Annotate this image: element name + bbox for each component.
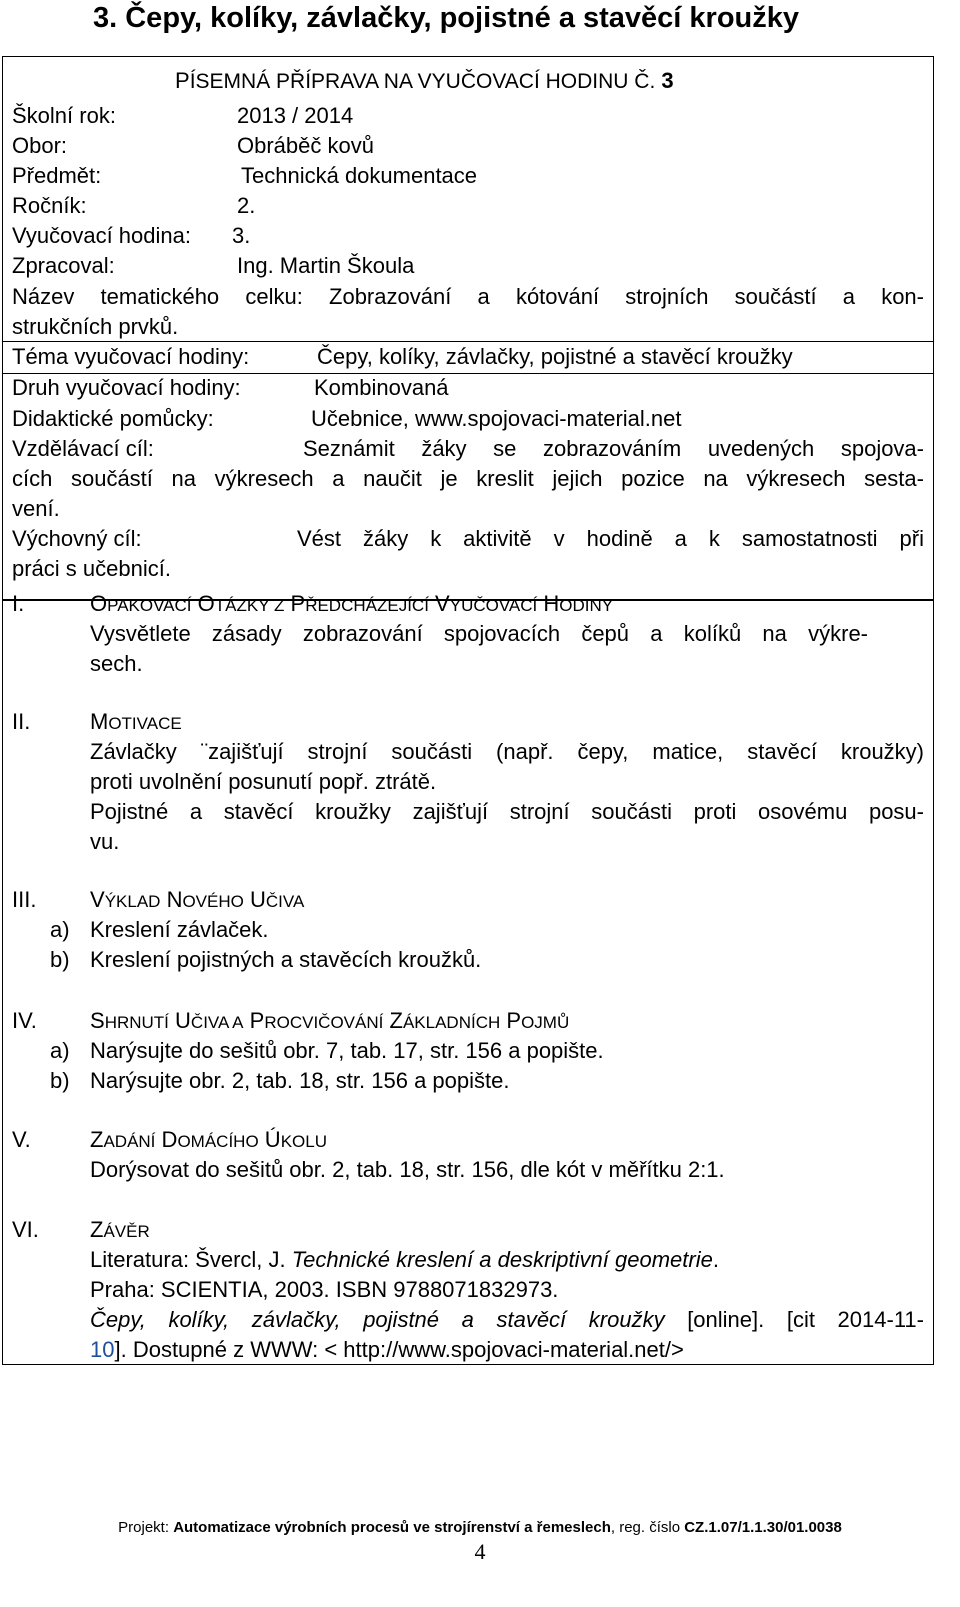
literature-author: Literatura: Švercl, J.	[90, 1247, 286, 1272]
section-number: VI.	[12, 1217, 39, 1242]
section-text: Pojistné a stavěcí kroužky zajišťují strojní součásti proti osovému posu-	[90, 799, 924, 824]
upbringing-goal-line: Vést žáky k aktivitě v hodině a k samostatnosti při	[297, 526, 924, 551]
section-text: vu.	[90, 829, 120, 854]
list-item-marker: b)	[50, 947, 70, 972]
page-title: 3. Čepy, kolíky, závlačky, pojistné a stavěcí kroužky	[93, 2, 800, 34]
web-source-url: ]. Dostupné z WWW: < http://www.spojovaci-material.net/>	[114, 1337, 684, 1362]
header-field-value: Ing. Martin Škoula	[237, 253, 415, 278]
footer-project: Automatizace výrobních procesů ve strojírenství a řemeslech	[173, 1519, 611, 1536]
list-item-marker: b)	[50, 1068, 70, 1093]
teaching-aids-value: Učebnice, www.spojovaci-material.net	[311, 406, 682, 431]
header-field-label: Ročník:	[12, 193, 87, 218]
web-source-cite: [online]. [cit 2014-11-	[687, 1307, 924, 1332]
literature-title: Technické kreslení a deskriptivní geometrie	[291, 1247, 713, 1272]
topic-value: Čepy, kolíky, závlačky, pojistné a stavěcí kroužky	[317, 344, 793, 369]
upbringing-goal-line: práci s učebnicí.	[12, 556, 171, 581]
section-title: ZÁVĚR	[90, 1217, 150, 1242]
education-goal-label: Vzdělávací cíl:	[12, 436, 154, 461]
literature-punct: .	[712, 1247, 719, 1272]
lesson-plan-heading	[175, 66, 674, 97]
heading-initial: P	[175, 68, 190, 93]
section-text: proti uvolnění posunutí popř. ztrátě.	[90, 769, 437, 794]
section-number: I.	[12, 591, 25, 616]
header-field-value: Obráběč kovů	[237, 133, 374, 158]
thematic-unit-line: Název tematického celku: Zobrazování a kótování strojních součástí a kon-	[12, 284, 924, 309]
web-source-title: Čepy, kolíky, závlačky, pojistné a stavěcí kroužky	[90, 1307, 665, 1332]
section-number: V.	[12, 1127, 31, 1152]
section-title: VÝKLAD NOVÉHO UČIVA	[90, 887, 305, 912]
lesson-type-label: Druh vyučovací hodiny:	[12, 375, 241, 400]
header-field-value: Technická dokumentace	[241, 163, 478, 188]
web-source-line	[90, 1305, 924, 1335]
section-number: II.	[12, 709, 31, 734]
list-item: Kreslení závlaček.	[90, 917, 269, 942]
education-goal-line: vení.	[12, 496, 60, 521]
cite-day-link[interactable]: 10	[90, 1337, 115, 1362]
section-number: IV.	[12, 1008, 37, 1033]
list-item: Kreslení pojistných a stavěcích kroužků.	[90, 947, 482, 972]
header-field-label: Předmět:	[12, 163, 102, 188]
web-source-line-cont	[90, 1335, 684, 1365]
section-title: MOTIVACE	[90, 709, 182, 734]
list-item-marker: a)	[50, 1038, 70, 1063]
list-item: Narýsujte do sešitů obr. 7, tab. 17, str. 156 a popište.	[90, 1038, 604, 1063]
heading-number: 3	[661, 68, 674, 93]
footer-reg-label: , reg. číslo	[610, 1519, 685, 1536]
header-field-label: Obor:	[12, 133, 68, 158]
heading-text: ÍSEMNÁ PŘÍPRAVA NA VYUČOVACÍ HODINU Č.	[189, 70, 656, 93]
thematic-unit-line-cont: strukčních prvků.	[12, 314, 179, 339]
education-goal-line: Seznámit žáky se zobrazováním uvedených spojova-	[303, 436, 924, 461]
section-title: ZADÁNÍ DOMÁCÍHO ÚKOLU	[90, 1127, 327, 1152]
section-title: SHRNUTÍ UČIVA A PROCVIČOVÁNÍ ZÁKLADNÍCH POJMŮ	[90, 1008, 570, 1033]
literature-line	[90, 1245, 719, 1275]
list-item: Narýsujte obr. 2, tab. 18, str. 156 a popište.	[90, 1068, 510, 1093]
topic-label: Téma vyučovací hodiny:	[12, 344, 250, 369]
header-field-value: 2013 / 2014	[237, 103, 354, 128]
education-goal-line: cích součástí na výkresech a naučit je kreslit jejich pozice na výkresech sesta-	[12, 466, 924, 491]
header-field-label: Vyučovací hodina:	[12, 223, 191, 248]
section-text: Dorýsovat do sešitů obr. 2, tab. 18, str. 156, dle kót v měřítku 2:1.	[90, 1157, 725, 1182]
teaching-aids-label: Didaktické pomůcky:	[12, 406, 214, 431]
header-field-label: Školní rok:	[12, 103, 116, 128]
section-title: OPAKOVACÍ OTÁZKY Z PŘEDCHÁZEJÍCÍ VYUČOVACÍ HODINY	[90, 591, 614, 616]
header-field-label: Zpracoval:	[12, 253, 115, 278]
section-text: Vysvětlete zásady zobrazování spojovacích čepů a kolíků na výkre-	[90, 621, 868, 646]
page-number: 4	[474, 1539, 486, 1564]
upbringing-goal-label: Výchovný cíl:	[12, 526, 142, 551]
section-text: sech.	[90, 651, 143, 676]
section-text: Závlačky ¨zajišťují strojní součásti (např. čepy, matice, stavěcí kroužky)	[90, 739, 924, 764]
footer-reg-number: CZ.1.07/1.1.30/01.0038	[684, 1519, 842, 1536]
lesson-type-value: Kombinovaná	[314, 375, 449, 400]
literature-publisher: Praha: SCIENTIA, 2003. ISBN 9788071832973.	[90, 1277, 559, 1302]
footer	[0, 1519, 960, 1536]
footer-prefix: Projekt:	[118, 1519, 174, 1536]
list-item-marker: a)	[50, 917, 70, 942]
section-number: III.	[12, 887, 37, 912]
header-field-value: 3.	[232, 223, 251, 248]
header-field-value: 2.	[237, 193, 256, 218]
